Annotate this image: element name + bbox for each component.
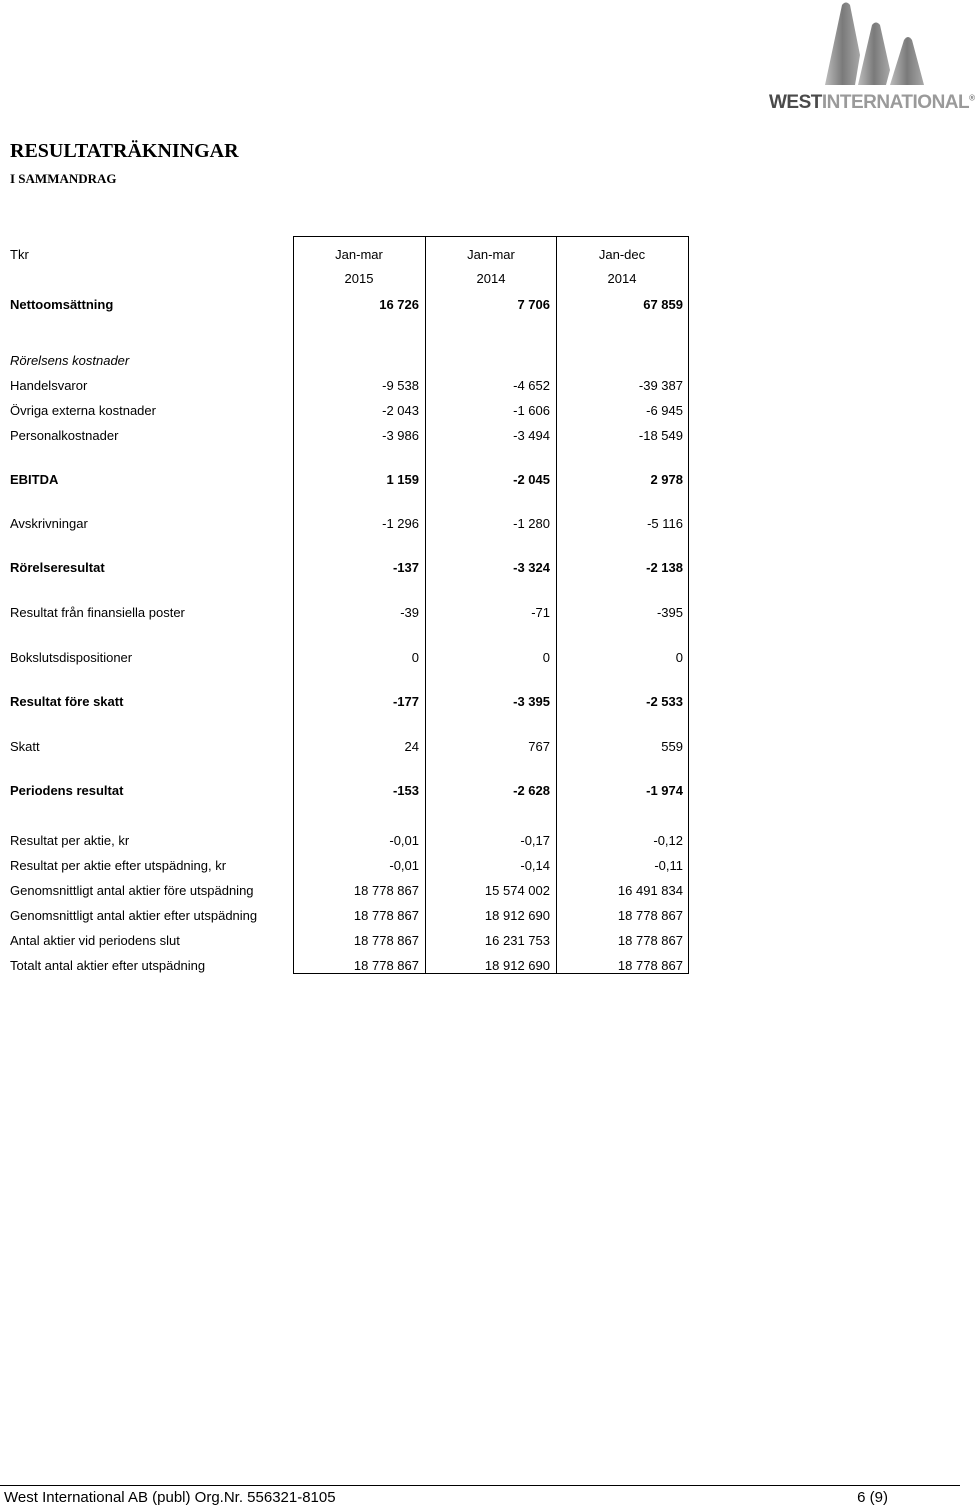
row-value-2: 767 (528, 739, 550, 754)
table-row (0, 956, 960, 976)
table-row (0, 856, 960, 876)
row-value-3: 16 491 834 (617, 883, 683, 898)
row-label: Totalt antal aktier efter utspädning (10, 958, 206, 973)
row-value-1: -3 986 (382, 428, 419, 443)
table-row (0, 558, 960, 578)
footer-page-number: 6 (9) (857, 1489, 888, 1506)
row-value-1: -9 538 (382, 378, 419, 393)
row-value-1: 16 726 (379, 297, 419, 312)
row-value-2: -0,14 (520, 858, 550, 873)
row-value-1: 24 (404, 739, 419, 754)
row-value-3: -1 974 (646, 783, 683, 798)
logo-wordmark (769, 92, 975, 114)
row-value-3: 18 778 867 (617, 908, 683, 923)
row-value-1: -0,01 (389, 833, 419, 848)
row-value-2: -0,17 (520, 833, 550, 848)
logo-registered-mark: ® (969, 93, 975, 103)
column-year-2: 2014 (476, 271, 506, 286)
row-label: Skatt (10, 739, 40, 754)
row-value-1: -0,01 (389, 858, 419, 873)
row-value-1: 0 (411, 650, 419, 665)
table-row (0, 426, 960, 446)
table-row (0, 351, 960, 371)
logo-mark-icon (820, 0, 930, 92)
row-label: Genomsnittligt antal aktier före utspädning (10, 883, 254, 898)
row-label: Periodens resultat (10, 783, 124, 798)
row-value-2: 0 (542, 650, 550, 665)
company-logo (765, 0, 975, 118)
table-row (0, 376, 960, 396)
unit-label: Tkr (10, 247, 29, 262)
row-value-2: 15 574 002 (484, 883, 550, 898)
table-row (0, 692, 960, 712)
row-label: Rörelseresultat (10, 560, 105, 575)
column-period-2: Jan-mar (467, 247, 515, 262)
row-value-3: -18 549 (638, 428, 683, 443)
row-value-2: 16 231 753 (484, 933, 550, 948)
row-value-1: -137 (392, 560, 419, 575)
row-value-2: 18 912 690 (484, 908, 550, 923)
column-period-1: Jan-mar (335, 247, 383, 262)
row-value-1: 18 778 867 (353, 908, 419, 923)
column-period-3: Jan-dec (598, 247, 646, 262)
logo-text-west: WEST (769, 92, 822, 113)
row-value-3: -2 138 (646, 560, 683, 575)
footer-divider (0, 1485, 960, 1486)
row-label: Antal aktier vid periodens slut (10, 933, 180, 948)
row-label: Rörelsens kostnader (10, 353, 130, 368)
row-value-2: 7 706 (517, 297, 550, 312)
table-row (0, 648, 960, 668)
table-row (0, 603, 960, 623)
page-footer (0, 1488, 960, 1508)
row-value-1: 18 778 867 (353, 883, 419, 898)
row-label: Nettoomsättning (10, 297, 114, 312)
page-subtitle: I SAMMANDRAG (10, 171, 117, 186)
row-value-1: -39 (400, 605, 419, 620)
row-label: Resultat före skatt (10, 694, 124, 709)
row-label: Övriga externa kostnader (10, 403, 156, 418)
row-value-1: -2 043 (382, 403, 419, 418)
row-value-2: -4 652 (513, 378, 550, 393)
row-label: Avskrivningar (10, 516, 88, 531)
row-value-2: -1 280 (513, 516, 550, 531)
table-row (0, 931, 960, 951)
row-value-1: -1 296 (382, 516, 419, 531)
row-value-1: -153 (392, 783, 419, 798)
row-value-3: -395 (656, 605, 683, 620)
row-label: Resultat per aktie efter utspädning, kr (10, 858, 227, 873)
row-label: EBITDA (10, 472, 59, 487)
row-value-1: 1 159 (386, 472, 419, 487)
row-value-2: -3 324 (513, 560, 550, 575)
row-label: Resultat från finansiella poster (10, 605, 185, 620)
row-value-3: -0,12 (653, 833, 683, 848)
table-row (0, 470, 960, 490)
row-value-3: 559 (661, 739, 683, 754)
footer-company-info: West International AB (publ) Org.Nr. 556321-8105 (4, 1489, 336, 1506)
row-value-3: 2 978 (650, 472, 683, 487)
table-row (0, 881, 960, 901)
row-value-2: -2 628 (513, 783, 550, 798)
table-row (0, 831, 960, 851)
table-row (0, 906, 960, 926)
row-value-1: 18 778 867 (353, 933, 419, 948)
row-value-2: -3 494 (513, 428, 550, 443)
row-label: Bokslutsdispositioner (10, 650, 133, 665)
row-value-1: 18 778 867 (353, 958, 419, 973)
row-value-3: -2 533 (646, 694, 683, 709)
row-value-3: -0,11 (654, 858, 683, 873)
row-value-3: 18 778 867 (617, 958, 683, 973)
row-value-3: 67 859 (643, 297, 683, 312)
table-row (0, 781, 960, 801)
row-value-3: 0 (675, 650, 683, 665)
row-value-3: -5 116 (647, 516, 683, 531)
row-label: Personalkostnader (10, 428, 119, 443)
column-year-1: 2015 (344, 271, 374, 286)
row-value-3: -6 945 (646, 403, 683, 418)
table-header-year (0, 269, 960, 289)
row-label: Handelsvaror (10, 378, 88, 393)
row-value-3: -39 387 (638, 378, 683, 393)
table-row (0, 737, 960, 757)
column-year-3: 2014 (607, 271, 637, 286)
table-header-period (0, 245, 960, 265)
row-value-1: -177 (392, 694, 419, 709)
row-value-3: 18 778 867 (617, 933, 683, 948)
table-row (0, 514, 960, 534)
row-label: Genomsnittligt antal aktier efter utspädning (10, 908, 258, 923)
row-label: Resultat per aktie, kr (10, 833, 130, 848)
table-row (0, 295, 960, 315)
logo-text-international: INTERNATIONAL (821, 92, 970, 113)
row-value-2: -1 606 (513, 403, 550, 418)
table-row (0, 401, 960, 421)
row-value-2: -71 (531, 605, 550, 620)
page-title: RESULTATRÄKNINGAR (10, 140, 239, 162)
row-value-2: -2 045 (513, 472, 550, 487)
row-value-2: 18 912 690 (484, 958, 550, 973)
row-value-2: -3 395 (513, 694, 550, 709)
